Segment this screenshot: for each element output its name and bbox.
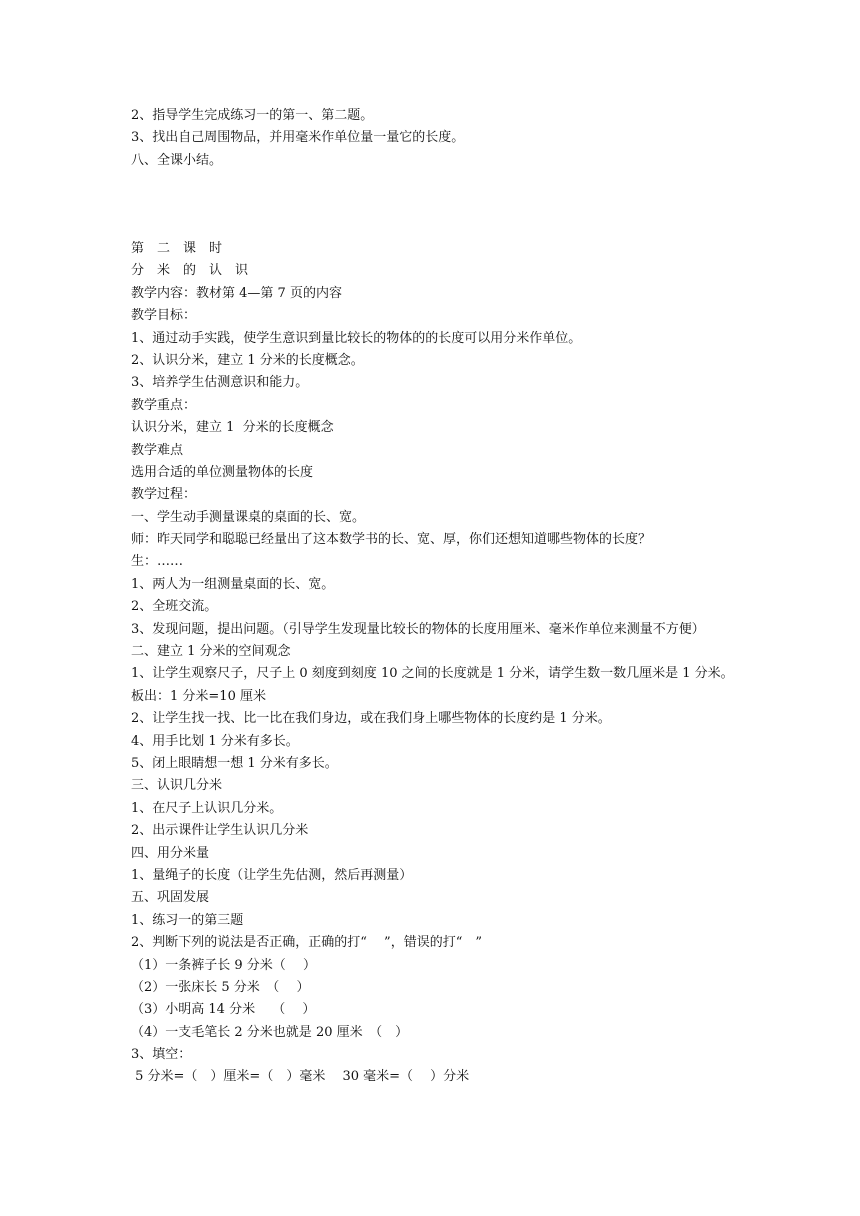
text-line: 1、通过动手实践，使学生意识到量比较长的物体的的长度可以用分米作单位。 — [131, 330, 582, 346]
text-line: （3）小明高 14 分米 （ ） — [131, 1002, 316, 1018]
text-line: 教学重点： — [131, 397, 197, 413]
text-line: 一、学生动手测量课桌的桌面的长、宽。 — [131, 509, 366, 525]
text-line: 选用合适的单位测量物体的长度 — [131, 464, 314, 480]
text-line: 5、闭上眼睛想一想 1 分米有多长。 — [131, 755, 338, 771]
text-line: 1、在尺子上认识几分米。 — [131, 800, 283, 816]
text-line: 三、认识几分米 — [131, 778, 223, 794]
lesson-heading: 第 二 课 时 — [131, 241, 223, 256]
previous-lesson-section — [131, 105, 831, 172]
text-line: 2、全班交流。 — [131, 599, 218, 615]
text-line: 2、让学生找一找、比一比在我们身边，或在我们身上哪些物体的长度约是 1 分米。 — [131, 711, 611, 727]
text-line: 教学过程： — [131, 487, 197, 503]
text-line: 5 分米=（ ）厘米=（ ）毫米 30 毫米=（ ）分米 — [131, 1069, 470, 1085]
text-line: 四、用分米量 — [131, 845, 210, 861]
lesson-title: 分 米 的 认 识 — [131, 263, 249, 279]
text-line: 2、判断下列的说法是否正确，正确的打“ ”，错误的打“ ” — [131, 935, 482, 951]
text-line: 3、找出自己周围物品，并用毫米作单位量一量它的长度。 — [131, 130, 465, 146]
text-line: （1）一条裤子长 9 分米（ ） — [131, 957, 316, 973]
text-line: 五、巩固发展 — [131, 890, 210, 906]
text-line: 1、练习一的第三题 — [131, 912, 244, 928]
text-line: 认识分米，建立 1 分米的长度概念 — [131, 420, 334, 436]
text-line: 2、认识分米，建立 1 分米的长度概念。 — [131, 352, 364, 368]
text-line: （2）一张床长 5 分米 （ ） — [131, 979, 310, 995]
text-line: 3、填空： — [131, 1047, 192, 1063]
text-line: 教学难点 — [131, 442, 184, 458]
text-line: 教学内容：教材第 4—第 7 页的内容 — [131, 285, 342, 301]
text-line: 1、量绳子的长度（让学生先估测，然后再测量） — [131, 867, 413, 883]
text-line: 二、建立 1 分米的空间观念 — [131, 644, 291, 660]
text-line: 生：…… — [131, 554, 184, 570]
text-line: 2、出示课件让学生认识几分米 — [131, 823, 309, 839]
lesson-section — [131, 238, 831, 1089]
text-line: 教学目标： — [131, 308, 197, 324]
text-line: 3、发现问题，提出问题。（引导学生发现量比较长的物体的长度用厘米、毫米作单位来测量不方便） — [131, 621, 705, 637]
text-line: 板出：1 分米=10 厘米 — [131, 688, 266, 704]
text-line: （4）一支毛笔长 2 分米也就是 20 厘米 （ ） — [131, 1024, 409, 1040]
text-line: 1、让学生观察尺子，尺子上 0 刻度到刻度 10 之间的长度就是 1 分米，请学生数一数几厘米是 1 分米。 — [131, 666, 734, 682]
text-line: 师：昨天同学和聪聪已经量出了这本数学书的长、宽、厚，你们还想知道哪些物体的长度？ — [131, 532, 652, 548]
text-line: 2、指导学生完成练习一的第一、第二题。 — [131, 108, 374, 123]
text-line: 八、全课小结。 — [131, 152, 223, 168]
text-line: 4、用手比划 1 分米有多长。 — [131, 733, 299, 749]
text-line: 3、培养学生估测意识和能力。 — [131, 375, 309, 391]
text-line: 1、两人为一组测量桌面的长、宽。 — [131, 576, 335, 592]
